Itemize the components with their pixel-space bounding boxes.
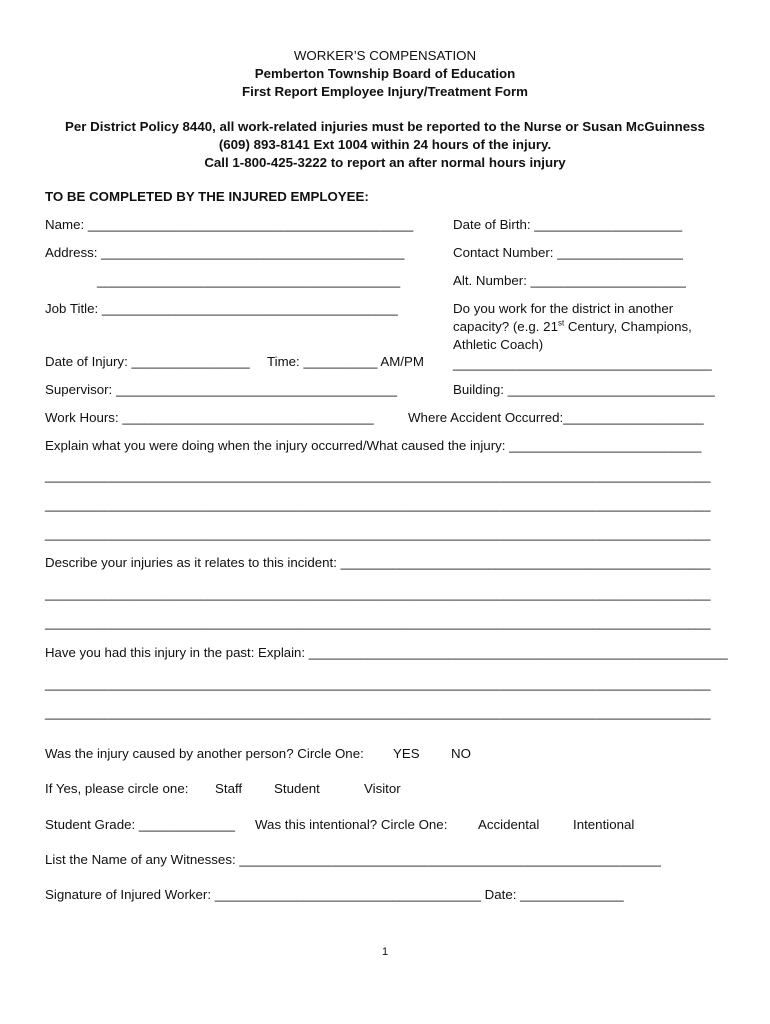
option-staff[interactable]: Staff [215,781,243,796]
option-visitor[interactable]: Visitor [364,781,401,796]
option-student[interactable]: Student [274,781,320,796]
option-intentional[interactable]: Intentional [573,817,635,832]
accident-location-field[interactable]: Where Accident Occurred:___________________ [408,410,704,425]
witnesses-field[interactable]: List the Name of any Witnesses: _________________________________________________________ [45,852,661,867]
dob-field[interactable]: Date of Birth: ____________________ [453,217,683,232]
address-line-2-field[interactable]: _________________________________________ [97,273,401,288]
caused-by-person-question: Was the injury caused by another person? Circle One: [45,746,364,761]
describe-injury-field[interactable]: Describe your injuries as it relates to this incident: __________________________________________________ [45,555,711,570]
option-accidental[interactable]: Accidental [478,817,540,832]
student-grade-field[interactable]: Student Grade: _____________ [45,817,236,832]
injury-date-field[interactable]: Date of Injury: ________________ [45,354,250,369]
describe-injury-line[interactable]: __________________________________________________________________________________________ [45,615,711,630]
form-header-agency: WORKER’S COMPENSATION [293,48,477,63]
past-injury-line[interactable]: __________________________________________________________________________________________ [45,705,711,720]
job-title-field[interactable]: Job Title: ________________________________________ [45,301,398,316]
page-number: 1 [381,946,389,958]
option-yes[interactable]: YES [393,746,420,761]
name-field[interactable]: Name: ____________________________________________ [45,217,414,232]
section-heading: TO BE COMPLETED BY THE INJURED EMPLOYEE: [45,189,369,204]
district-capacity-field[interactable]: ___________________________________ [453,356,712,371]
policy-line-2: (609) 893-8141 Ext 1004 within 24 hours of the injury. [218,137,552,152]
district-question-line-1: Do you work for the district in another [453,301,674,316]
supervisor-field[interactable]: Supervisor: ______________________________________ [45,382,397,397]
describe-injury-line[interactable]: __________________________________________________________________________________________ [45,586,711,601]
form-header-organization: Pemberton Township Board of Education [254,66,516,81]
district-question-line-2: capacity? (e.g. 21st Century, Champions, [453,318,692,334]
past-injury-line[interactable]: __________________________________________________________________________________________ [45,676,711,691]
explain-injury-line[interactable]: __________________________________________________________________________________________ [45,526,711,541]
work-hours-field[interactable]: Work Hours: __________________________________ [45,410,374,425]
policy-line-3: Call 1-800-425-3222 to report an after normal hours injury [204,155,566,170]
address-field[interactable]: Address: _________________________________________ [45,245,405,260]
form-title: First Report Employee Injury/Treatment Form [242,84,528,99]
past-injury-field[interactable]: Have you had this injury in the past: Explain: _________________________________________________________ [45,645,728,660]
intentional-question: Was this intentional? Circle One: [255,817,448,832]
district-question-line-3: Athletic Coach) [453,337,544,352]
explain-injury-line[interactable]: __________________________________________________________________________________________ [45,497,711,512]
injury-time-field[interactable]: Time: __________ AM/PM [267,354,424,369]
signature-date-field[interactable]: Signature of Injured Worker: ____________________________________ Date: ______________ [45,887,624,902]
contact-number-field[interactable]: Contact Number: _________________ [453,245,683,260]
alt-number-field[interactable]: Alt. Number: _____________________ [453,273,686,288]
if-yes-label: If Yes, please circle one: [45,781,189,796]
building-field[interactable]: Building: ____________________________ [453,382,715,397]
explain-injury-line[interactable]: __________________________________________________________________________________________ [45,468,711,483]
option-no[interactable]: NO [451,746,471,761]
explain-injury-field[interactable]: Explain what you were doing when the injury occurred/What caused the injury: __________________________ [45,438,702,453]
policy-line-1: Per District Policy 8440, all work-related injuries must be reported to the Nurse or Susan McGuinness [65,119,705,134]
